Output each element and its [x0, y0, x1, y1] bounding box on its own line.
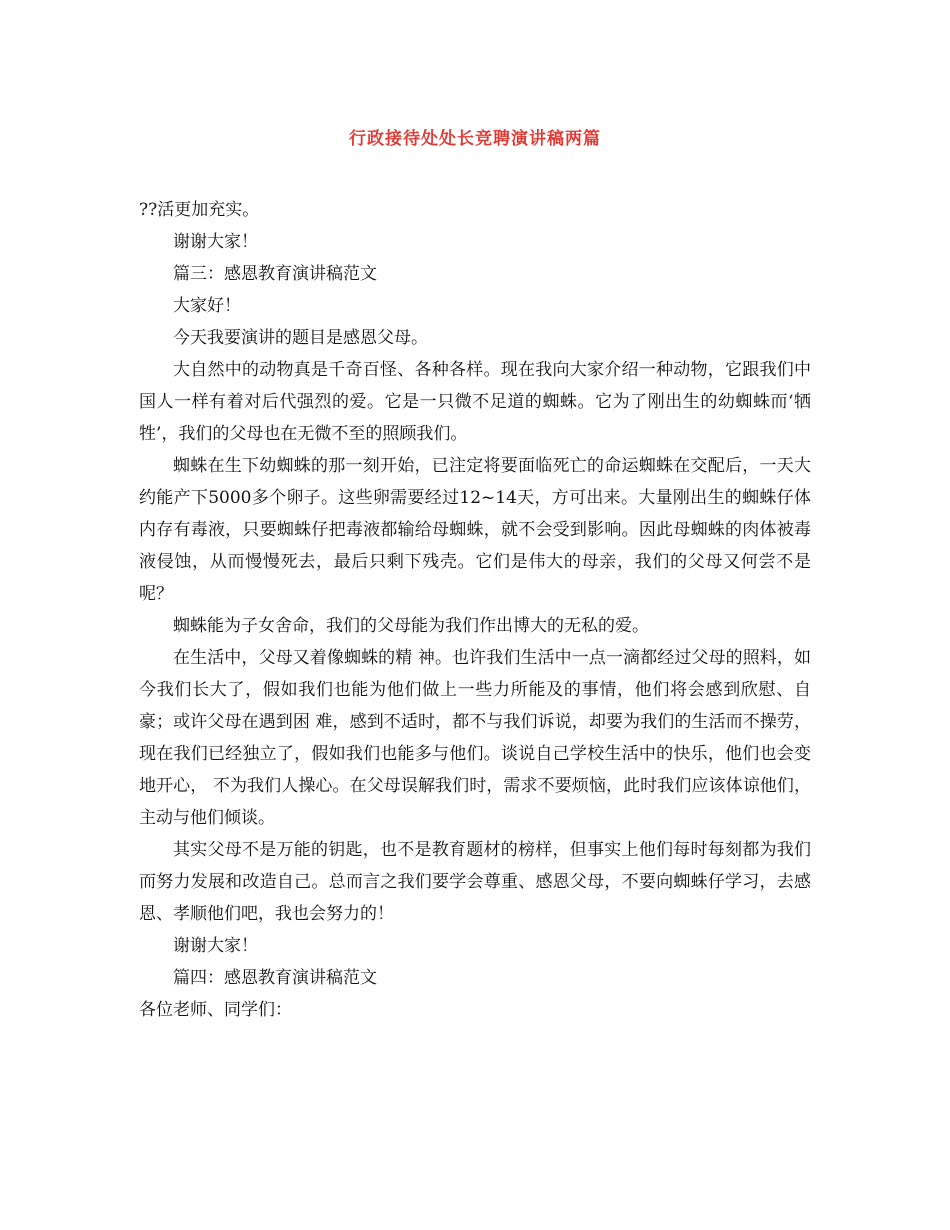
paragraph: 在生活中，父母又着像蜘蛛的精 神。也许我们生活中一点一滴都经过父母的照料，如今我们长大了，假如我们也能为他们做上一些力所能及的事情，他们将会感到欣慰、自豪；或许父母在遇到困 难，感到不适时，都不与我们诉说，却要为我们的生活而不操劳，现在我们已经独立了，假如我们也能多与他们。谈说自己学校生活中的快乐，他们也会变地开心， 不为我们人操心。在父母误解我们时，需求不要烦恼，此时我们应该体谅他们，主动与他们倾谈。 [139, 648, 811, 828]
paragraph: 各位老师、同学们： [139, 1000, 292, 1020]
paragraph: 今天我要演讲的题目是感恩父母。 [173, 328, 428, 348]
paragraph: 谢谢大家！ [173, 232, 258, 252]
paragraph: ??活更加充实。 [139, 200, 260, 220]
section-heading: 篇三：感恩教育演讲稿范文 [173, 264, 377, 284]
section-heading: 篇四：感恩教育演讲稿范文 [173, 968, 377, 988]
paragraph: 蜘蛛能为子女舍命，我们的父母能为我们作出博大的无私的爱。 [173, 616, 649, 636]
paragraph: 蜘蛛在生下幼蜘蛛的那一刻开始，已注定将要面临死亡的命运蜘蛛在交配后，一天大约能产下5000多个卵子。这些卵需要经过12~14天，方可出来。大量刚出生的蜘蛛仔体内存有毒液，只要蜘蛛仔把毒液都输给母蜘蛛，就不会受到影响。因此母蜘蛛的肉体被毒液侵蚀，从而慢慢死去，最后只剩下残壳。它们是伟大的母亲，我们的父母又何尝不是呢？ [139, 456, 811, 604]
paragraph: 其实父母不是万能的钥匙，也不是教育题材的榜样，但事实上他们每时每刻都为我们而努力发展和改造自己。总而言之我们要学会尊重、感恩父母，不要向蜘蛛仔学习，去感恩、孝顺他们吧，我也会努力的！ [139, 840, 811, 924]
paragraph: 大家好！ [173, 296, 241, 316]
paragraph: 谢谢大家！ [173, 936, 258, 956]
document-body [139, 194, 811, 1026]
document-title: 行政接待处处长竞聘演讲稿两篇 [349, 129, 601, 149]
paragraph: 大自然中的动物真是千奇百怪、各种各样。现在我向大家介绍一种动物，它跟我们中国人一样有着对后代强烈的爱。它是一只微不足道的蜘蛛。它为了刚出生的幼蜘蛛而‘牺牲’，我们的父母也在无微不至的照顾我们。 [139, 360, 811, 444]
